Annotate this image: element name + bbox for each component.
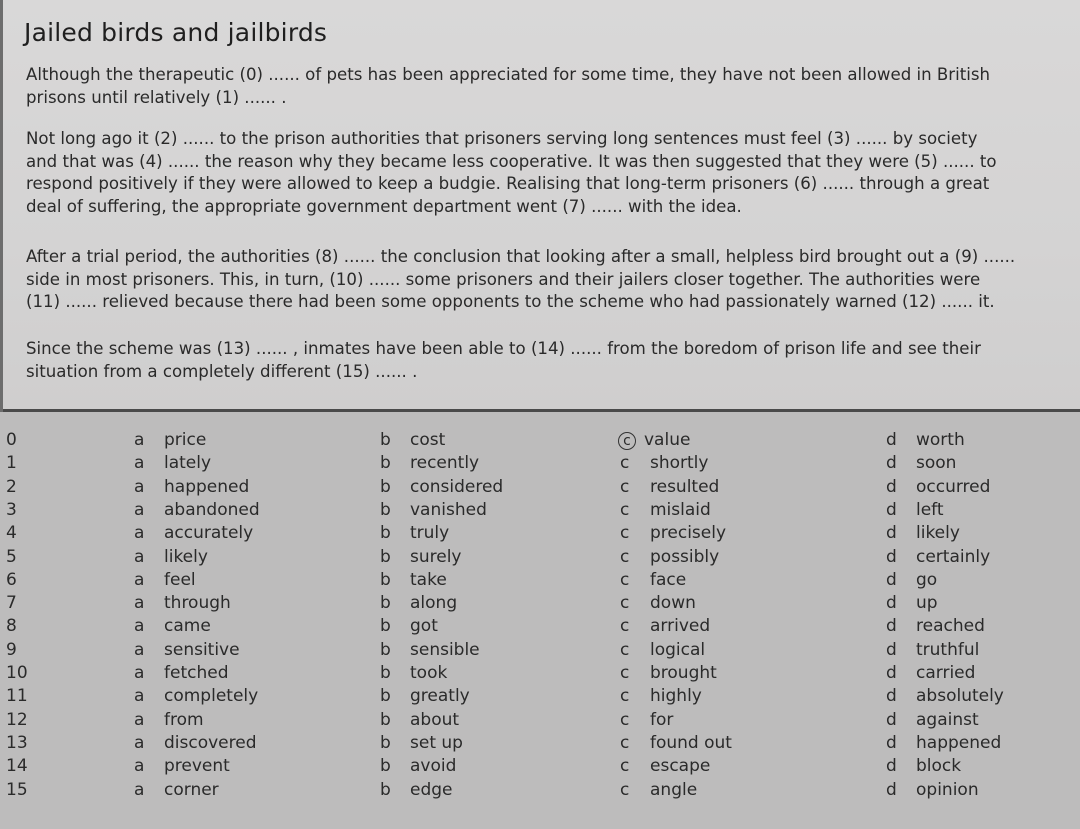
paragraph-line: deal of suffering, the appropriate government department went (7) ...... with the idea. [26,196,742,216]
option-word: surely [410,546,462,567]
option-letter: d [886,476,897,497]
option-d[interactable] [886,780,979,800]
option-word: carried [916,663,976,683]
option-word: lately [164,453,212,474]
option-word: found out [650,732,732,753]
option-letter: c [620,546,630,567]
option-word: value [644,430,691,450]
paragraph-line: side in most prisoners. This, in turn, (10) ...... some prisoners and their jailers closer together. The authorities were [26,269,981,289]
option-b[interactable] [380,663,447,683]
option-b[interactable] [380,780,453,800]
question-number: 13 [6,732,28,753]
option-c[interactable] [620,477,719,497]
option-word: set up [410,732,463,753]
option-row [0,686,1080,709]
option-word: occurred [916,476,991,497]
option-letter: b [380,686,391,707]
option-word: opinion [916,779,979,800]
option-letter: d [886,499,897,520]
option-c[interactable] [620,710,673,730]
paragraph-line: and that was (4) ...... the reason why they became less cooperative. It was then suggested that they were (5) ...... to [26,151,997,171]
option-word: feel [164,569,196,590]
option-b[interactable] [380,547,462,567]
option-letter: b [380,732,391,753]
option-letter: d [886,686,897,707]
option-row [0,756,1080,779]
option-letter: a [134,639,145,660]
option-word: against [916,709,979,730]
option-word: angle [650,779,698,800]
option-word: fetched [164,663,229,683]
option-letter: c [620,523,630,544]
option-c[interactable] [620,500,711,520]
option-row [0,616,1080,639]
option-letter: d [886,593,897,614]
option-word: got [410,616,438,637]
question-number: 15 [6,779,28,800]
option-letter: d [886,430,897,450]
option-word: face [650,569,687,590]
option-d[interactable] [886,663,975,683]
option-a[interactable] [134,430,206,450]
option-b[interactable] [380,430,445,450]
option-word: block [916,756,962,777]
option-a[interactable] [134,616,211,636]
option-letter: c [620,779,630,800]
answer-options-table [0,430,1080,820]
option-c[interactable] [620,430,690,450]
option-word: go [916,569,938,590]
option-word: for [650,709,674,730]
option-word: worth [916,430,965,450]
option-word: from [164,709,204,730]
option-letter: a [134,756,145,777]
option-word: edge [410,779,453,800]
option-letter: a [134,546,145,567]
option-d[interactable] [886,547,990,567]
question-number: 5 [6,546,17,567]
option-letter: b [380,756,391,777]
option-word: completely [164,686,259,707]
option-c[interactable] [620,593,696,613]
option-letter: d [886,546,897,567]
option-a[interactable] [134,710,204,730]
option-letter: b [380,499,391,520]
option-word: truly [410,523,450,544]
option-row [0,780,1080,803]
option-word: considered [410,476,504,497]
option-a[interactable] [134,756,230,776]
option-word: possibly [650,546,720,567]
option-row [0,523,1080,546]
option-b[interactable] [380,733,463,753]
option-word: discovered [164,732,257,753]
option-word: about [410,709,460,730]
option-letter: b [380,523,391,544]
option-a[interactable] [134,453,211,473]
option-b[interactable] [380,710,459,730]
option-letter: b [380,569,391,590]
option-word: cost [410,430,446,450]
option-b[interactable] [380,593,457,613]
option-d[interactable] [886,477,990,497]
option-letter: c [620,639,630,660]
option-row [0,547,1080,570]
page-title: Jailed birds and jailbirds [24,18,328,47]
option-word: abandoned [164,499,260,520]
option-b[interactable] [380,756,456,776]
option-word: vanished [410,499,487,520]
option-word: happened [916,732,1002,753]
option-word: soon [916,453,957,474]
option-b[interactable] [380,453,479,473]
option-letter: a [134,476,145,497]
paragraph-line: Although the therapeutic (0) ...... of pets has been appreciated for some time, they have not been allowed in British [26,65,991,84]
option-d[interactable] [886,686,1004,706]
option-word: sensitive [164,639,240,660]
option-letter: c [620,476,630,497]
option-word: came [164,616,211,637]
option-letter: b [380,430,391,450]
option-letter: b [380,453,391,474]
paragraph-4 [26,338,1071,383]
option-b[interactable] [380,570,447,590]
option-a[interactable] [134,570,196,590]
option-d[interactable] [886,500,944,520]
option-word: likely [916,523,960,544]
question-number: 8 [6,616,17,637]
option-letter: d [886,732,897,753]
option-letter: d [886,709,897,730]
option-b[interactable] [380,686,470,706]
option-a[interactable] [134,640,240,660]
option-word: resulted [650,476,720,497]
option-letter: a [134,593,145,614]
option-row [0,570,1080,593]
option-letter: b [380,616,391,637]
option-a[interactable] [134,686,258,706]
question-number: 3 [6,499,17,520]
option-c[interactable] [620,663,717,683]
option-row [0,500,1080,523]
option-letter: a [134,569,145,590]
option-c[interactable] [620,547,719,567]
option-letter: c [620,756,630,777]
option-letter: b [380,663,391,683]
option-letter: a [134,709,145,730]
option-word: avoid [410,756,457,777]
option-d[interactable] [886,756,961,776]
option-letter: c [620,499,630,520]
option-row [0,733,1080,756]
option-d[interactable] [886,430,965,450]
option-word: escape [650,756,711,777]
option-word: likely [164,546,208,567]
option-word: along [410,593,458,614]
option-b[interactable] [380,500,487,520]
option-letter: a [134,732,145,753]
paragraph-line: (11) ...... relieved because there had been some opponents to the scheme who had passionately warned (12) ...... it. [26,292,995,311]
option-word: price [164,430,207,450]
option-c[interactable] [620,616,710,636]
question-number: 11 [6,686,28,707]
question-number: 7 [6,593,17,614]
option-a[interactable] [134,477,249,497]
option-c[interactable] [620,453,708,473]
option-letter: a [134,663,145,683]
question-number: 10 [6,663,28,683]
paragraph-line: Since the scheme was (13) ...... , inmates have been able to (14) ...... from the boredom of prison life and see their [26,339,981,358]
option-word: accurately [164,523,254,544]
circled-answer-icon: c [618,432,636,450]
option-word: took [410,663,448,683]
question-number: 9 [6,639,17,660]
option-letter: b [380,779,391,800]
option-b[interactable] [380,523,449,543]
paragraph-line: Not long ago it (2) ...... to the prison authorities that prisoners serving long sentences must feel (3) ...... by society [26,129,978,148]
paragraph-line: situation from a completely different (15) ...... . [26,361,418,381]
option-row [0,477,1080,500]
option-word: recently [410,453,480,474]
option-c[interactable] [620,733,732,753]
option-word: greatly [410,686,470,707]
option-b[interactable] [380,640,480,660]
option-letter: a [134,453,145,474]
option-c[interactable] [620,686,702,706]
option-a[interactable] [134,733,257,753]
question-number: 0 [6,430,17,450]
option-a[interactable] [134,593,231,613]
option-row [0,663,1080,686]
option-d[interactable] [886,523,960,543]
option-word: brought [650,663,717,683]
option-letter: d [886,779,897,800]
option-a[interactable] [134,523,253,543]
passage-panel [0,0,1080,412]
option-a[interactable] [134,663,228,683]
option-letter: d [886,616,897,637]
option-a[interactable] [134,780,219,800]
option-word: certainly [916,546,991,567]
paragraph-1 [26,64,1071,109]
paragraph-line: prisons until relatively (1) ...... . [26,87,287,107]
option-word: mislaid [650,499,711,520]
option-word: logical [650,639,706,660]
option-letter: b [380,639,391,660]
option-letter: a [134,779,145,800]
option-letter: c [620,569,630,590]
option-d[interactable] [886,453,956,473]
option-b[interactable] [380,616,438,636]
question-number: 6 [6,569,17,590]
option-letter: a [134,499,145,520]
option-word: down [650,593,696,614]
option-word: take [410,569,447,590]
option-letter: d [886,639,897,660]
option-c[interactable] [620,570,686,590]
left-margin-rule [0,0,3,412]
option-letter: a [134,430,145,450]
paragraph-3 [26,246,1071,314]
option-d[interactable] [886,593,938,613]
paragraph-line: After a trial period, the authorities (8) ...... the conclusion that looking after a small, helpless bird brought out a (9) ...... [26,247,1016,266]
option-letter: c [620,709,630,730]
option-word: prevent [164,756,230,777]
option-letter: c [620,616,630,637]
option-word: through [164,593,231,614]
paragraph-2 [26,128,1071,218]
question-number: 2 [6,476,17,497]
option-letter: b [380,709,391,730]
option-c[interactable] [620,640,705,660]
option-word: left [916,499,944,520]
option-letter: a [134,686,145,707]
option-word: shortly [650,453,709,474]
option-row [0,710,1080,733]
option-letter: d [886,523,897,544]
option-word: highly [650,686,702,707]
option-letter: d [886,756,897,777]
option-d[interactable] [886,570,937,590]
option-word: corner [164,779,219,800]
option-b[interactable] [380,477,503,497]
option-c[interactable] [620,523,726,543]
option-d[interactable] [886,710,979,730]
option-letter: c [620,593,630,614]
option-c[interactable] [620,780,697,800]
option-row [0,640,1080,663]
option-letter: b [380,593,391,614]
option-d[interactable] [886,733,1001,753]
option-d[interactable] [886,616,985,636]
option-letter: b [380,546,391,567]
option-a[interactable] [134,500,260,520]
option-word: truthful [916,639,980,660]
option-letter: d [886,663,897,683]
option-word: absolutely [916,686,1004,707]
question-number: 4 [6,523,17,544]
question-number: 12 [6,709,28,730]
option-letter: c [620,453,630,474]
question-number: 14 [6,756,28,777]
option-letter: a [134,616,145,637]
option-letter: a [134,523,145,544]
option-letter: c [620,663,630,683]
option-letter: d [886,453,897,474]
option-word: arrived [650,616,711,637]
option-word: up [916,593,938,614]
question-number: 1 [6,453,17,474]
option-word: precisely [650,523,727,544]
option-word: sensible [410,639,480,660]
option-row [0,430,1080,453]
option-c[interactable] [620,756,710,776]
option-a[interactable] [134,547,208,567]
option-row [0,593,1080,616]
option-letter: c [620,686,630,707]
option-letter: c [620,732,630,753]
option-letter: d [886,569,897,590]
option-letter: b [380,476,391,497]
option-word: happened [164,476,250,497]
option-d[interactable] [886,640,979,660]
paragraph-line: respond positively if they were allowed to keep a budgie. Realising that long-term prisoners (6) ...... through a great [26,174,990,193]
option-word: reached [916,616,985,637]
option-row [0,453,1080,476]
